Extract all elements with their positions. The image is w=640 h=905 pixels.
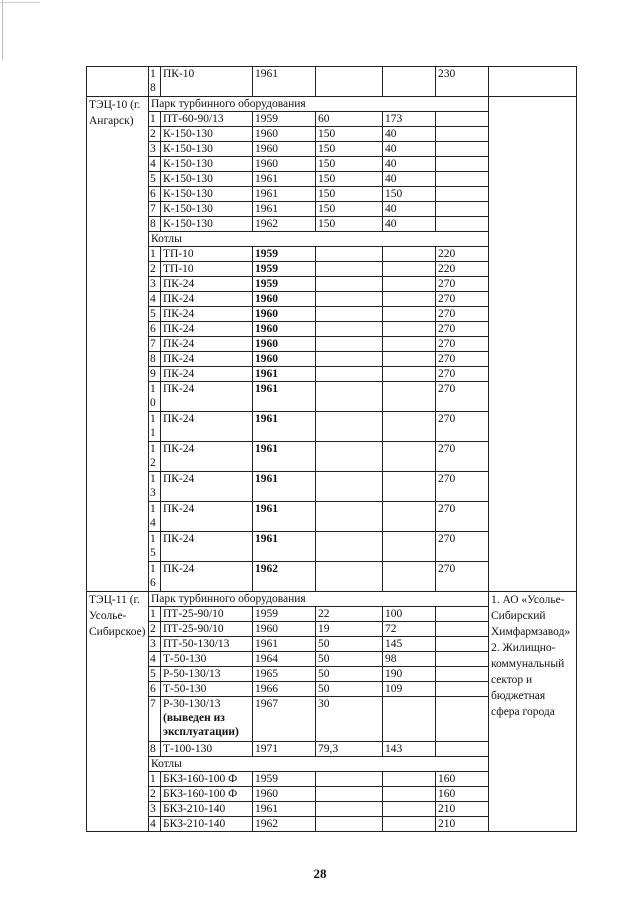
- equipment-name-cell: ПК-24: [161, 307, 253, 322]
- item-number-cell: 8: [149, 742, 161, 757]
- value-cell-4: 150: [316, 172, 383, 187]
- year-cell: 1960: [253, 292, 316, 307]
- equipment-name-cell: БКЗ-160-100 Ф: [161, 787, 253, 802]
- year-cell: 1960: [253, 142, 316, 157]
- year-cell: 1965: [253, 667, 316, 682]
- value-cell-6: 270: [436, 382, 489, 412]
- item-number-cell: 14: [149, 502, 161, 532]
- value-cell-4: [316, 307, 383, 322]
- year-cell: 1962: [253, 562, 316, 592]
- item-number-cell: 6: [149, 682, 161, 697]
- value-cell-4: [316, 322, 383, 337]
- item-number-cell: 5: [149, 172, 161, 187]
- value-cell-4: [316, 382, 383, 412]
- item-number-cell: 1: [149, 772, 161, 787]
- value-cell-4: [316, 292, 383, 307]
- value-cell-6: 270: [436, 367, 489, 382]
- item-number-cell: 18: [149, 67, 161, 97]
- equipment-name-cell: К-150-130: [161, 142, 253, 157]
- value-cell-5: [383, 352, 436, 367]
- year-cell: 1961: [253, 187, 316, 202]
- equipment-name-cell: ПТ-25-90/10: [161, 607, 253, 622]
- consumers-cell-empty: [489, 67, 577, 97]
- year-cell: 1962: [253, 217, 316, 232]
- year-cell: 1961: [253, 202, 316, 217]
- item-number-cell: 12: [149, 442, 161, 472]
- value-cell-5: [383, 472, 436, 502]
- item-number-cell: 4: [149, 157, 161, 172]
- item-number-cell: 11: [149, 412, 161, 442]
- equipment-name-cell: Т-50-130: [161, 682, 253, 697]
- scan-edge-mark-top: [0, 2, 40, 3]
- value-cell-6: [436, 112, 489, 127]
- value-cell-6: 210: [436, 802, 489, 817]
- value-cell-4: [316, 787, 383, 802]
- year-cell: 1961: [253, 172, 316, 187]
- section-header: Котлы: [149, 232, 489, 247]
- item-number-cell: 4: [149, 817, 161, 832]
- value-cell-5: 40: [383, 127, 436, 142]
- year-cell: 1961: [253, 472, 316, 502]
- item-number-cell: 5: [149, 307, 161, 322]
- equipment-name-cell: ПК-10: [161, 67, 253, 97]
- value-cell-6: [436, 217, 489, 232]
- value-cell-5: [383, 772, 436, 787]
- item-number-cell: 10: [149, 382, 161, 412]
- year-cell: 1961: [253, 802, 316, 817]
- value-cell-4: [316, 502, 383, 532]
- value-cell-6: 270: [436, 337, 489, 352]
- year-cell: 1960: [253, 622, 316, 637]
- equipment-name-cell: БКЗ-210-140: [161, 802, 253, 817]
- item-number-cell: 4: [149, 292, 161, 307]
- item-number-cell: 7: [149, 337, 161, 352]
- equipment-name-cell: ПК-24: [161, 277, 253, 292]
- value-cell-4: [316, 262, 383, 277]
- org-cell-empty: [87, 67, 149, 97]
- value-cell-4: [316, 442, 383, 472]
- value-cell-4: 150: [316, 127, 383, 142]
- value-cell-4: 19: [316, 622, 383, 637]
- value-cell-4: 30: [316, 697, 383, 742]
- consumers-cell: 1. АО «Усолье-Сибирский Химфармзавод» 2. Жилищно-коммунальный сектор и бюджетная сфера города: [489, 592, 577, 832]
- value-cell-4: [316, 562, 383, 592]
- value-cell-5: [383, 802, 436, 817]
- year-cell: 1966: [253, 682, 316, 697]
- equipment-name-cell: ПТ-60-90/13: [161, 112, 253, 127]
- decommissioned-note: (выведен из эксплуатации): [163, 712, 239, 738]
- value-cell-5: [383, 697, 436, 742]
- value-cell-6: 230: [436, 67, 489, 97]
- table-row: [87, 67, 577, 97]
- equipment-name-cell: БКЗ-210-140: [161, 817, 253, 832]
- value-cell-4: [316, 802, 383, 817]
- value-cell-4: 150: [316, 217, 383, 232]
- item-number-cell: 3: [149, 277, 161, 292]
- value-cell-6: 270: [436, 562, 489, 592]
- year-cell: 1959: [253, 277, 316, 292]
- value-cell-6: [436, 142, 489, 157]
- year-cell: 1960: [253, 352, 316, 367]
- value-cell-5: [383, 787, 436, 802]
- value-cell-6: [436, 742, 489, 757]
- year-cell: 1959: [253, 112, 316, 127]
- item-number-cell: 3: [149, 142, 161, 157]
- equipment-name-cell: К-150-130: [161, 202, 253, 217]
- year-cell: 1971: [253, 742, 316, 757]
- year-cell: 1961: [253, 367, 316, 382]
- section-header: Парк турбинного оборудования: [149, 97, 489, 112]
- value-cell-6: 210: [436, 817, 489, 832]
- value-cell-6: [436, 172, 489, 187]
- value-cell-6: 220: [436, 247, 489, 262]
- value-cell-5: 40: [383, 202, 436, 217]
- item-number-cell: 16: [149, 562, 161, 592]
- value-cell-5: 190: [383, 667, 436, 682]
- value-cell-6: [436, 652, 489, 667]
- value-cell-6: [436, 697, 489, 742]
- equipment-name-cell: ПК-24: [161, 442, 253, 472]
- value-cell-5: 150: [383, 187, 436, 202]
- value-cell-6: [436, 127, 489, 142]
- item-number-cell: 2: [149, 622, 161, 637]
- value-cell-6: 270: [436, 352, 489, 367]
- value-cell-6: [436, 637, 489, 652]
- value-cell-6: 270: [436, 277, 489, 292]
- section-header: Парк турбинного оборудования: [149, 592, 489, 607]
- value-cell-5: [383, 502, 436, 532]
- value-cell-4: [316, 337, 383, 352]
- value-cell-4: [316, 772, 383, 787]
- consumers-cell-empty: [489, 97, 577, 592]
- item-number-cell: 9: [149, 367, 161, 382]
- value-cell-4: [316, 277, 383, 292]
- value-cell-5: [383, 382, 436, 412]
- equipment-name-cell: БКЗ-160-100 Ф: [161, 772, 253, 787]
- equipment-name-cell: ПК-24: [161, 337, 253, 352]
- equipment-name-cell: ПК-24: [161, 412, 253, 442]
- equipment-name-cell: Т-50-130: [161, 652, 253, 667]
- value-cell-6: [436, 187, 489, 202]
- value-cell-6: 270: [436, 322, 489, 337]
- year-cell: 1960: [253, 307, 316, 322]
- equipment-name: Р-30-130/13: [163, 698, 221, 710]
- year-cell: 1964: [253, 652, 316, 667]
- item-number-cell: 8: [149, 352, 161, 367]
- table-row: [87, 97, 577, 112]
- equipment-name-cell: Р-50-130/13: [161, 667, 253, 682]
- value-cell-4: [316, 352, 383, 367]
- year-cell: 1960: [253, 127, 316, 142]
- value-cell-5: [383, 292, 436, 307]
- table-body: [87, 67, 577, 832]
- value-cell-6: 270: [436, 412, 489, 442]
- equipment-name-cell: ПК-24: [161, 472, 253, 502]
- equipment-name-cell: ПК-24: [161, 502, 253, 532]
- value-cell-5: 40: [383, 217, 436, 232]
- equipment-name-cell: ПК-24: [161, 352, 253, 367]
- value-cell-4: 60: [316, 112, 383, 127]
- value-cell-4: [316, 67, 383, 97]
- item-number-cell: 1: [149, 247, 161, 262]
- value-cell-5: 173: [383, 112, 436, 127]
- item-number-cell: 8: [149, 217, 161, 232]
- item-number-cell: 1: [149, 112, 161, 127]
- equipment-name-cell: ТП-10: [161, 247, 253, 262]
- value-cell-6: 270: [436, 532, 489, 562]
- value-cell-4: 150: [316, 187, 383, 202]
- value-cell-5: 145: [383, 637, 436, 652]
- year-cell: 1959: [253, 247, 316, 262]
- org-cell: ТЭЦ-10 (г. Ангарск): [87, 97, 149, 592]
- value-cell-6: 220: [436, 262, 489, 277]
- value-cell-6: 160: [436, 787, 489, 802]
- item-number-cell: 1: [149, 607, 161, 622]
- value-cell-5: 143: [383, 742, 436, 757]
- value-cell-4: [316, 532, 383, 562]
- value-cell-5: [383, 817, 436, 832]
- year-cell: 1962: [253, 817, 316, 832]
- value-cell-5: [383, 277, 436, 292]
- value-cell-4: [316, 817, 383, 832]
- value-cell-5: 100: [383, 607, 436, 622]
- value-cell-5: [383, 247, 436, 262]
- value-cell-6: [436, 157, 489, 172]
- equipment-name-cell: ПТ-50-130/13: [161, 637, 253, 652]
- value-cell-6: [436, 682, 489, 697]
- equipment-name-cell: ПК-24: [161, 562, 253, 592]
- value-cell-5: [383, 262, 436, 277]
- equipment-name-cell: ПК-24: [161, 292, 253, 307]
- equipment-name-cell: К-150-130: [161, 187, 253, 202]
- value-cell-4: 50: [316, 652, 383, 667]
- value-cell-4: 50: [316, 682, 383, 697]
- value-cell-5: [383, 562, 436, 592]
- value-cell-4: [316, 367, 383, 382]
- equipment-name-cell: [161, 697, 253, 742]
- value-cell-5: [383, 367, 436, 382]
- value-cell-5: [383, 532, 436, 562]
- item-number-cell: 3: [149, 637, 161, 652]
- equipment-name-cell: Т-100-130: [161, 742, 253, 757]
- value-cell-5: [383, 67, 436, 97]
- scan-edge-mark: [2, 0, 3, 60]
- year-cell: 1960: [253, 337, 316, 352]
- equipment-table: [86, 66, 577, 832]
- equipment-name-cell: К-150-130: [161, 217, 253, 232]
- table-row: [87, 592, 577, 607]
- value-cell-6: 270: [436, 442, 489, 472]
- equipment-name-cell: К-150-130: [161, 157, 253, 172]
- item-number-cell: 5: [149, 667, 161, 682]
- value-cell-6: [436, 202, 489, 217]
- value-cell-4: 150: [316, 142, 383, 157]
- value-cell-4: 22: [316, 607, 383, 622]
- year-cell: 1961: [253, 502, 316, 532]
- item-number-cell: 2: [149, 262, 161, 277]
- value-cell-6: 270: [436, 502, 489, 532]
- year-cell: 1961: [253, 67, 316, 97]
- page-number: 28: [313, 866, 327, 881]
- item-number-cell: 6: [149, 322, 161, 337]
- value-cell-6: [436, 607, 489, 622]
- item-number-cell: 13: [149, 472, 161, 502]
- value-cell-5: [383, 412, 436, 442]
- value-cell-6: [436, 622, 489, 637]
- value-cell-5: [383, 442, 436, 472]
- value-cell-4: [316, 247, 383, 262]
- equipment-name-cell: К-150-130: [161, 172, 253, 187]
- item-number-cell: 7: [149, 697, 161, 742]
- item-number-cell: 6: [149, 187, 161, 202]
- value-cell-5: 40: [383, 157, 436, 172]
- value-cell-4: [316, 472, 383, 502]
- year-cell: 1959: [253, 772, 316, 787]
- equipment-name-cell: К-150-130: [161, 127, 253, 142]
- year-cell: 1959: [253, 607, 316, 622]
- equipment-name-cell: ПК-24: [161, 322, 253, 337]
- year-cell: 1960: [253, 322, 316, 337]
- equipment-name-cell: ПК-24: [161, 367, 253, 382]
- value-cell-5: [383, 337, 436, 352]
- value-cell-4: 150: [316, 157, 383, 172]
- year-cell: 1961: [253, 382, 316, 412]
- value-cell-6: 270: [436, 292, 489, 307]
- year-cell: 1961: [253, 532, 316, 562]
- item-number-cell: 2: [149, 127, 161, 142]
- value-cell-4: [316, 412, 383, 442]
- value-cell-6: 270: [436, 307, 489, 322]
- section-header: Котлы: [149, 757, 489, 772]
- item-number-cell: 2: [149, 787, 161, 802]
- value-cell-5: 72: [383, 622, 436, 637]
- value-cell-5: [383, 322, 436, 337]
- item-number-cell: 4: [149, 652, 161, 667]
- value-cell-4: 150: [316, 202, 383, 217]
- value-cell-5: 109: [383, 682, 436, 697]
- equipment-name-cell: ПК-24: [161, 532, 253, 562]
- year-cell: 1967: [253, 697, 316, 742]
- year-cell: 1961: [253, 442, 316, 472]
- value-cell-6: [436, 667, 489, 682]
- item-number-cell: 15: [149, 532, 161, 562]
- year-cell: 1959: [253, 262, 316, 277]
- year-cell: 1961: [253, 412, 316, 442]
- value-cell-4: 79,3: [316, 742, 383, 757]
- value-cell-4: 50: [316, 667, 383, 682]
- year-cell: 1960: [253, 787, 316, 802]
- org-cell: ТЭЦ-11 (г. Усолье-Сибирское): [87, 592, 149, 832]
- value-cell-5: 40: [383, 142, 436, 157]
- value-cell-5: [383, 307, 436, 322]
- value-cell-5: 40: [383, 172, 436, 187]
- value-cell-6: 270: [436, 472, 489, 502]
- equipment-name-cell: ПТ-25-90/10: [161, 622, 253, 637]
- year-cell: 1960: [253, 157, 316, 172]
- value-cell-5: 98: [383, 652, 436, 667]
- item-number-cell: 3: [149, 802, 161, 817]
- equipment-name-cell: ТП-10: [161, 262, 253, 277]
- value-cell-6: 160: [436, 772, 489, 787]
- value-cell-4: 50: [316, 637, 383, 652]
- equipment-name-cell: ПК-24: [161, 382, 253, 412]
- year-cell: 1961: [253, 637, 316, 652]
- item-number-cell: 7: [149, 202, 161, 217]
